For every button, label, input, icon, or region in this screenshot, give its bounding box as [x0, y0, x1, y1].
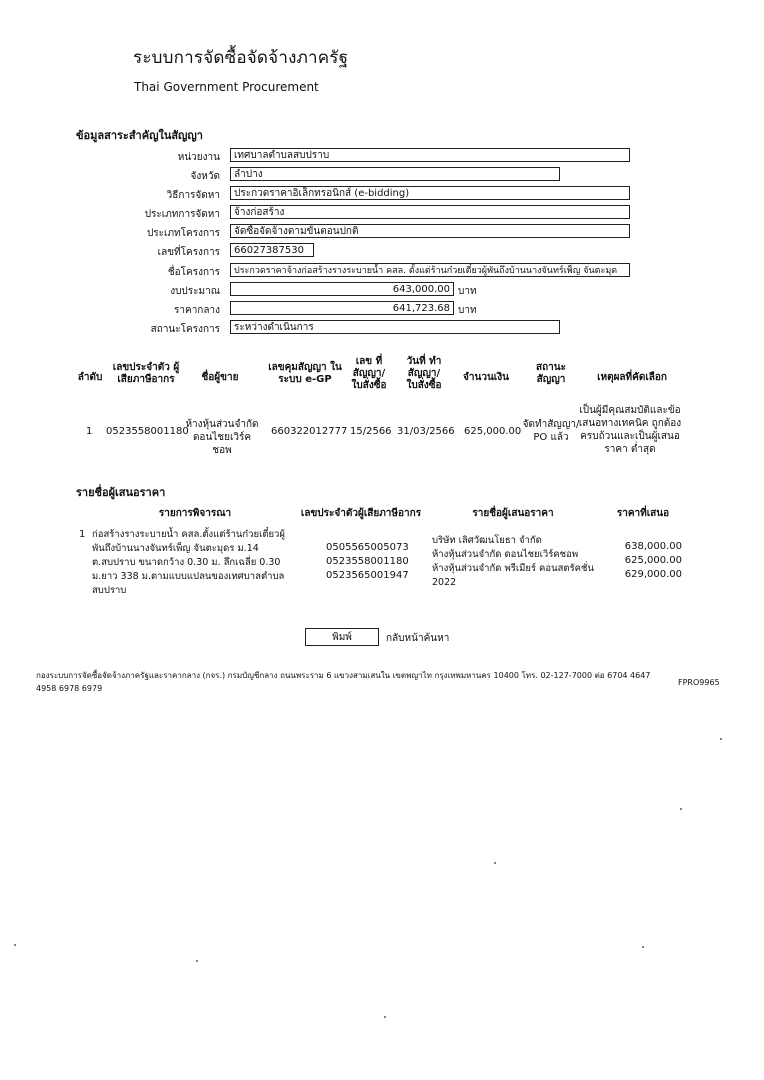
scan-speck [384, 1016, 386, 1018]
list-item: ห้างหุ้นส่วนจำกัด พรีเมียร์ คอนสตรัคชั่น [432, 563, 594, 574]
procurement-type-label: ประเภทการจัดหา [144, 209, 220, 220]
row-amount: 625,000.00 [464, 426, 522, 437]
project-info-heading: ข้อมูลสาระสำคัญในสัญญา [76, 129, 203, 142]
project-type-label: ประเภทโครงการ [146, 228, 220, 239]
col-date-header: วันที่ ทำสัญญา/ ใบสั่งซื้อ [406, 356, 442, 391]
list-item: 0523558001180 [326, 556, 409, 567]
list-item: 625,000.00 [624, 555, 682, 566]
row-reason: เป็นผู้มีคุณสมบัติและข้อ เสนอทางเทคนิค ถูกต้อง ครบถ้วนและเป็นผู้เสนอ ราคา ต่ำสุด [578, 405, 682, 455]
list-item: บริษัท เลิศวัฒนโยธา จำกัด [432, 535, 542, 546]
budget-label: งบประมาณ [170, 286, 220, 297]
row-no: 1 [86, 426, 93, 437]
row-contract-date: 31/03/2566 [397, 426, 455, 437]
row-taxid: 0523558001180 [106, 426, 189, 437]
project-status-field: ระหว่างดำเนินการ [230, 320, 560, 334]
print-button[interactable]: พิมพ์ [305, 628, 379, 646]
bid-name-list [432, 534, 594, 590]
budget-field: 643,000.00 [230, 282, 454, 296]
footer-code: FPRO9965 [678, 678, 720, 687]
median-price-label: ราคากลาง [174, 305, 220, 316]
footer-address: กองระบบการจัดซื้อจัดจ้างภาครัฐและราคากลาง (กจร.) กรมบัญชีกลาง ถนนพระราม 6 แขวงสามเสนใน เขตพญาไท กรุงเทพมหานคร 10400 โทร. 02-127-7000 ต่อ 6704 4647 4958 6978 6979 [36, 671, 651, 693]
row-status: จัดทำสัญญา/ PO แล้ว [522, 419, 580, 443]
list-item: 2022 [432, 577, 457, 588]
col-status-header: สถานะ สัญญา [536, 362, 566, 385]
bid-item-header: รายการพิจารณา [158, 508, 232, 519]
project-name-field: ประกวดราคาจ้างก่อสร้างรางระบายน้ำ คสล. ตั้งแต่ร้านก๋วยเตี๋ยวผู้พันถึงบ้านนางจันทร์เพ็ญ จันตะมุด [230, 263, 630, 277]
col-contractno-header: เลข ที่สัญญา/ ใบสั่งซื้อ [351, 356, 387, 391]
project-type-field: จัดซื้อจัดจ้างตามขั้นตอนปกติ [230, 224, 630, 238]
row-vendor: ห้างหุ้นส่วนจำกัด ดอนไชยเวิร์คชอพ [185, 419, 259, 456]
agency-label: หน่วยงาน [177, 152, 220, 163]
method-field: ประกวดราคาอิเล็กทรอนิกส์ (e-bidding) [230, 186, 630, 200]
bid-item-no: 1 [79, 529, 86, 540]
procurement-type-field: จ้างก่อสร้าง [230, 205, 630, 219]
project-status-label: สถานะโครงการ [150, 324, 220, 335]
budget-unit: บาท [458, 286, 477, 297]
back-to-search-link[interactable]: กลับหน้าค้นหา [386, 633, 450, 644]
project-name-label: ชื่อโครงการ [167, 267, 220, 278]
scan-speck [680, 808, 682, 810]
bid-name-header: รายชื่อผู้เสนอราคา [472, 508, 554, 519]
province-label: จังหวัด [190, 171, 220, 182]
list-item: 638,000.00 [624, 541, 682, 552]
list-item: ห้างหุ้นส่วนจำกัด ดอนไชยเวิร์คชอพ [432, 549, 579, 560]
scan-speck [642, 946, 644, 948]
bid-taxid-list [326, 541, 409, 583]
page-title: ระบบการจัดซื้อจัดจ้างภาครัฐ [133, 48, 349, 68]
province-field: ลำปาง [230, 167, 560, 181]
bid-taxid-header: เลขประจำตัวผู้เสียภาษีอากร [300, 508, 422, 519]
project-no-field: 66027387530 [230, 243, 314, 257]
bid-price-list [612, 540, 682, 582]
scan-speck [196, 960, 198, 962]
list-item: 0505565005073 [326, 542, 409, 553]
agency-field: เทศบาลตำบลสบปราบ [230, 148, 630, 162]
page-subtitle: Thai Government Procurement [134, 80, 319, 94]
row-egp-no: 660322012777 [271, 426, 348, 437]
scan-speck [494, 862, 496, 864]
col-amount-header: จำนวนเงิน [463, 372, 509, 383]
row-contract-no: 15/2566 [350, 426, 392, 437]
col-vendor-header: ชื่อผู้ขาย [201, 372, 239, 383]
project-no-label: เลขที่โครงการ [157, 247, 220, 258]
scan-speck [720, 738, 722, 740]
list-item: 0523565001947 [326, 570, 409, 581]
median-price-unit: บาท [458, 305, 477, 316]
bid-price-header: ราคาที่เสนอ [616, 508, 670, 519]
bid-item-description: ก่อสร้างรางระบายน้ำ คสล.ตั้งแต่ร้านก๋วยเตี๋ยวผู้ พันถึงบ้านนางจันทร์เพ็ญ จันตะมุดร ม.14 ต.สบปราบ ขนาดกว้าง 0.30 ม. ลึกเฉลี่ย 0.30 ม.ยาว 338 ม.ตามแบบแปลนของเทศบาลตำบล สบปราบ [92, 529, 285, 596]
col-no-header: ลำดับ [77, 372, 103, 383]
col-taxid-header: เลขประจำตัว ผู้เสียภาษีอากร [112, 362, 180, 385]
col-egp-header: เลขคุมสัญญา ในระบบ e-GP [268, 362, 342, 385]
method-label: วิธีการจัดหา [166, 190, 220, 201]
col-reason-header: เหตุผลที่คัดเลือก [597, 372, 667, 383]
bidders-heading: รายชื่อผู้เสนอราคา [76, 486, 166, 499]
list-item: 629,000.00 [624, 569, 682, 580]
scan-speck [14, 944, 16, 946]
median-price-field: 641,723.68 [230, 301, 454, 315]
